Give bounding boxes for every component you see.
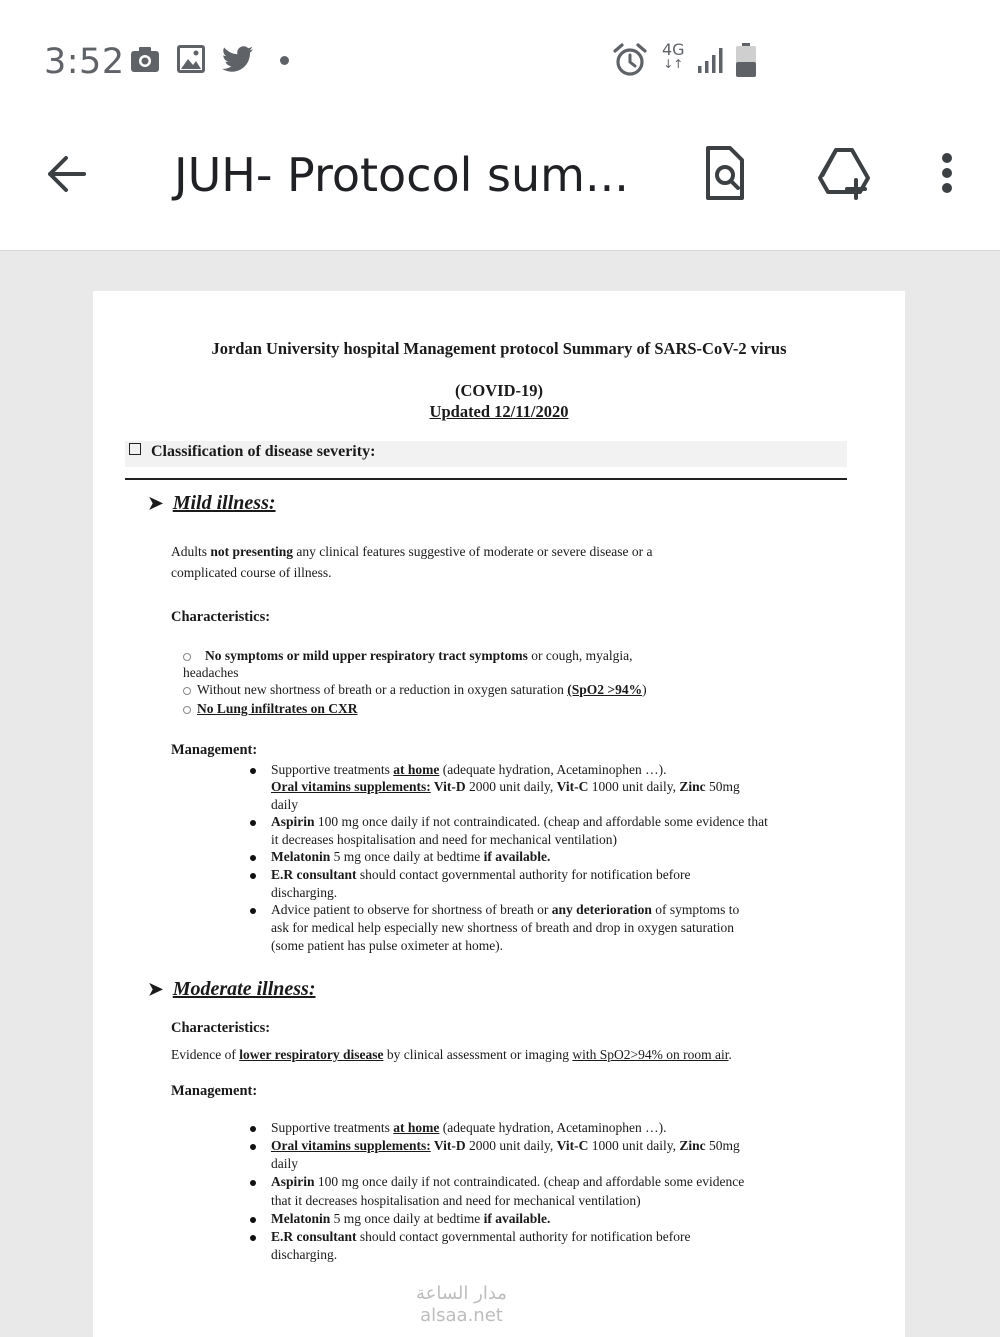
moderate-mgmt-item-2: Oral vitamins supplements: Vit-D 2000 unit daily, Vit-C 1000 unit daily, Zinc 50mg — [271, 1138, 740, 1153]
mild-mgmt-item-5-cont-2: (some patient has pulse oximeter at home). — [271, 938, 504, 953]
status-time: 3:52 — [44, 42, 125, 82]
bullet-icon — [250, 1144, 256, 1150]
twitter-icon — [222, 46, 254, 73]
checkbox-icon — [129, 443, 141, 455]
hollow-bullet-icon — [183, 653, 191, 661]
alarm-icon — [612, 42, 648, 78]
notification-dot-icon — [280, 56, 289, 65]
app-bar — [0, 120, 1000, 251]
mild-mgmt-item-3: Melatonin 5 mg once daily at bedtime if available. — [271, 849, 551, 864]
back-arrow-icon[interactable] — [40, 146, 96, 202]
camera-icon — [130, 46, 160, 74]
bullet-icon — [250, 768, 256, 774]
bullet-icon — [250, 1180, 256, 1186]
hollow-bullet-icon — [183, 706, 191, 714]
mild-mgmt-item-1-cont: daily — [271, 797, 298, 812]
mild-characteristics-label: Characteristics: — [171, 609, 271, 625]
moderate-management-label: Management: — [171, 1083, 258, 1099]
moderate-mgmt-item-3: Aspirin 100 mg once daily if not contraindicated. (cheap and affordable some evidence — [271, 1174, 745, 1189]
mild-char-item-2: Without new shortness of breath or a reduction in oxygen saturation (SpO2 >94%) — [183, 682, 647, 698]
signal-icon — [696, 46, 726, 74]
bullet-icon — [250, 855, 256, 861]
moderate-heading: ➤ Moderate illness: — [148, 978, 316, 1000]
mild-heading: ➤ Mild illness: — [148, 492, 276, 514]
moderate-mgmt-item-5-cont: discharging. — [271, 1247, 338, 1262]
add-to-drive-icon[interactable] — [814, 142, 876, 204]
network-type: 4G ↓↑ — [662, 40, 685, 71]
document-viewer[interactable] — [0, 251, 1000, 1337]
mild-mgmt-item-1: Supportive treatments at home (adequate hydration, Acetaminophen …). — [271, 762, 667, 777]
data-arrows-icon: ↓↑ — [663, 57, 684, 71]
mild-mgmt-item-5-cont-1: ask for medical help especially new shortness of breath and drop in oxygen saturation — [271, 920, 734, 935]
bullet-icon — [250, 873, 256, 879]
battery-icon — [734, 42, 758, 78]
status-bar — [0, 0, 1000, 120]
mild-mgmt-item-5: Advice patient to observe for shortness of breath or any deterioration of symptoms to — [271, 902, 740, 917]
arrowhead-bullet-icon: ➤ — [148, 493, 164, 513]
doc-title-line: Jordan University hospital Management protocol Summary of SARS-CoV-2 virus — [211, 339, 787, 358]
document-title: JUH- Protocol sum... — [174, 148, 629, 202]
moderate-mgmt-item-4: Melatonin 5 mg once daily at bedtime if available. — [271, 1211, 551, 1226]
moderate-mgmt-item-5: E.R consultant should contact governmental authority for notification before — [271, 1229, 691, 1244]
document-page — [93, 291, 905, 1337]
moderate-characteristics-label: Characteristics: — [171, 1020, 271, 1036]
bullet-icon — [250, 820, 256, 826]
doc-subtitle: (COVID-19) — [455, 381, 543, 400]
mild-management-label: Management: — [171, 742, 258, 758]
arrowhead-bullet-icon: ➤ — [148, 979, 164, 999]
mild-char-item-1: No symptoms or mild upper respiratory tract symptoms or cough, myalgia, — [183, 648, 632, 664]
bullet-icon — [250, 908, 256, 914]
section-divider — [125, 478, 847, 480]
hollow-bullet-icon — [183, 687, 191, 695]
mild-intro-line-1: Adults not presenting any clinical features suggestive of moderate or severe disease or a — [171, 544, 653, 559]
mild-mgmt-item-2-cont: it decreases hospitalisation and need for mechanical ventilation) — [271, 832, 617, 847]
gallery-icon — [176, 44, 206, 74]
mild-mgmt-item-1-vitamins: Oral vitamins supplements: Vit-D 2000 unit daily, Vit-C 1000 unit daily, Zinc 50mg — [271, 779, 740, 794]
moderate-char-line: Evidence of lower respiratory disease by clinical assessment or imaging with SpO2>94% on room air. — [171, 1047, 732, 1062]
more-vert-icon[interactable] — [916, 142, 978, 204]
watermark: مدار الساعة alsaa.net — [416, 1283, 507, 1326]
doc-updated-date: Updated 12/11/2020 — [429, 402, 569, 421]
mild-mgmt-item-4-cont: discharging. — [271, 885, 338, 900]
moderate-mgmt-item-2-cont: daily — [271, 1156, 298, 1171]
mild-mgmt-item-4: E.R consultant should contact governmental authority for notification before — [271, 867, 691, 882]
mild-mgmt-item-2: Aspirin 100 mg once daily if not contraindicated. (cheap and affordable some evidence that — [271, 814, 768, 829]
bullet-icon — [250, 1126, 256, 1132]
section-heading: Classification of disease severity: — [129, 443, 375, 461]
find-in-page-icon[interactable] — [694, 142, 756, 204]
moderate-mgmt-item-1: Supportive treatments at home (adequate hydration, Acetaminophen …). — [271, 1120, 667, 1135]
mild-char-item-1-cont: headaches — [183, 665, 239, 680]
moderate-mgmt-item-3-cont: that it decreases hospitalisation and need for mechanical ventilation) — [271, 1193, 641, 1208]
bullet-icon — [250, 1235, 256, 1241]
mild-char-item-3: No Lung infiltrates on CXR — [183, 701, 358, 717]
bullet-icon — [250, 1217, 256, 1223]
mild-intro-line-2: complicated course of illness. — [171, 565, 332, 580]
